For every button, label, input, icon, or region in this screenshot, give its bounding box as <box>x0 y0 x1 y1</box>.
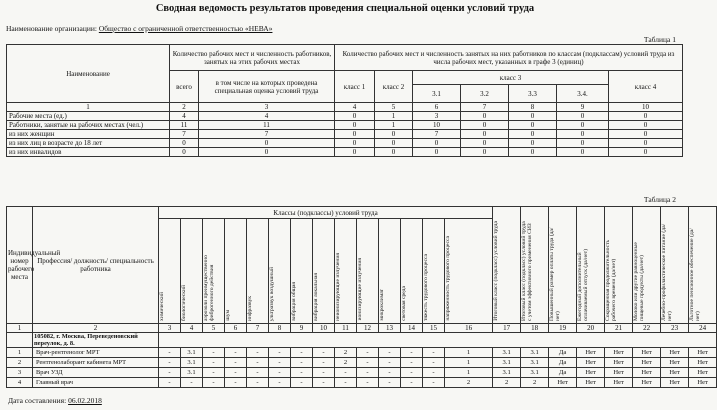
t2-address-row <box>7 333 717 348</box>
t2-cell: - <box>313 348 335 358</box>
t2-cell: Нет <box>661 378 689 388</box>
t2-cell: 3.1 <box>493 368 521 378</box>
t2-cell: 2 <box>445 378 493 388</box>
t1-cell: 0 <box>461 139 509 148</box>
t2-colnum: 11 <box>335 324 357 333</box>
t2-factor-intensity: напряженность трудового процесса <box>445 219 493 324</box>
t2-header-classes: Классы (подклассы) условий труда <box>159 207 493 219</box>
t2-cell: 2 <box>493 378 521 388</box>
t2-colnum: 13 <box>379 324 401 333</box>
t1-cell: 11 <box>170 121 199 130</box>
summary-table <box>6 44 683 157</box>
t2-colnum: 12 <box>357 324 379 333</box>
t1-cell: 0 <box>335 148 375 157</box>
t2-cell: 1 <box>445 358 493 368</box>
t1-cell: 0 <box>199 139 335 148</box>
t2-cell: - <box>247 378 269 388</box>
t1-header-class1: класс 1 <box>335 71 375 103</box>
t1-row <box>7 121 683 130</box>
t2-cell: Нет <box>661 358 689 368</box>
t2-cell: - <box>291 358 313 368</box>
t2-cell: Нет <box>577 358 605 368</box>
t2-cell: - <box>291 368 313 378</box>
t2-cell: - <box>379 358 401 368</box>
t2-cell: 2 <box>335 348 357 358</box>
t1-header-name: Наименование <box>7 45 170 103</box>
t1-cell: 0 <box>509 130 557 139</box>
t1-column-numbers <box>7 103 683 112</box>
t2-cell: - <box>379 378 401 388</box>
t2-factor-chemical: химический <box>159 219 181 324</box>
t2-cell: 3.1 <box>493 358 521 368</box>
table2-label: Таблица 2 <box>643 195 676 204</box>
t1-cell: 1 <box>375 121 413 130</box>
t1-row-label: Рабочие места (ед.) <box>7 112 170 121</box>
t1-row <box>7 148 683 157</box>
t2-colnum: 17 <box>493 324 521 333</box>
t2-cell: 3.1 <box>181 348 203 358</box>
t2-cell: 2 <box>521 378 549 388</box>
t2-colnum: 5 <box>203 324 225 333</box>
t2-cell: Нет <box>661 368 689 378</box>
t1-colnum: 8 <box>509 103 557 112</box>
t1-cell: 0 <box>375 148 413 157</box>
t2-cell: Да <box>549 368 577 378</box>
t2-cell: - <box>269 368 291 378</box>
t2-header-short-hours: Сокращенная продолжительность рабочего времени (да/нет) <box>605 207 633 324</box>
t2-factor-microclimate: микроклимат <box>379 219 401 324</box>
t1-cell: 0 <box>461 112 509 121</box>
t1-cell: 0 <box>413 139 461 148</box>
table1-label: Таблица 1 <box>643 35 676 44</box>
t2-colnum: 15 <box>423 324 445 333</box>
t2-header-final-class: Итоговый класс (подкласс) условий труда <box>493 207 521 324</box>
t1-row <box>7 139 683 148</box>
t2-cell: - <box>225 368 247 378</box>
t1-cell: 0 <box>557 139 609 148</box>
t1-cell: 0 <box>461 121 509 130</box>
t1-colnum: 9 <box>557 103 609 112</box>
t1-colnum: 10 <box>609 103 683 112</box>
t1-header-classes: Количество рабочих мест и численность занятых на них работников по классам (подклассам) условий труда из числа рабочих мест, указанных в графе 3 (единиц) <box>335 45 683 71</box>
t2-cell: Да <box>549 358 577 368</box>
t2-cell: 3.1 <box>493 348 521 358</box>
t2-cell: - <box>423 358 445 368</box>
t2-cell: - <box>247 348 269 358</box>
t2-cell: - <box>203 368 225 378</box>
t1-cell: 10 <box>413 121 461 130</box>
t1-cell: 0 <box>375 139 413 148</box>
t2-cell: - <box>291 348 313 358</box>
t1-colnum: 1 <box>7 103 170 112</box>
t2-row-profession: Рентгенолаборант кабинета МРТ <box>33 358 159 368</box>
t1-cell: 0 <box>335 130 375 139</box>
t2-cell: - <box>159 358 181 368</box>
t1-cell: 0 <box>413 148 461 157</box>
t2-cell: - <box>269 358 291 368</box>
t1-cell: 0 <box>557 112 609 121</box>
t1-cell: 7 <box>413 130 461 139</box>
t1-cell: 0 <box>461 130 509 139</box>
t2-cell: 3.1 <box>521 358 549 368</box>
t1-colnum: 6 <box>413 103 461 112</box>
t1-colnum: 2 <box>170 103 199 112</box>
t2-header-medical-food: Лечебно-профилактическое питание (да/нет) <box>661 207 689 324</box>
t2-cell: - <box>313 378 335 388</box>
t1-cell: 11 <box>199 121 335 130</box>
t2-factor-biological: биологический <box>181 219 203 324</box>
t2-cell: 1 <box>445 368 493 378</box>
t1-cell: 0 <box>509 148 557 157</box>
organization-label: Наименование организации: <box>6 24 97 33</box>
t2-cell: - <box>401 368 423 378</box>
t2-row-id: 4 <box>7 378 33 388</box>
t1-header-inclusive: в том числе на которых проведена специальная оценка условий труда <box>199 71 335 103</box>
t2-header-id: Индивидуальный номер рабочего места <box>7 207 33 324</box>
t2-cell: - <box>357 348 379 358</box>
t1-cell: 0 <box>509 139 557 148</box>
t1-colnum: 7 <box>461 103 509 112</box>
t1-cell: 0 <box>170 148 199 157</box>
t1-cell: 0 <box>557 121 609 130</box>
t2-cell: - <box>159 348 181 358</box>
t2-colnum: 2 <box>33 324 159 333</box>
t2-row <box>7 348 717 358</box>
t1-header-class31: 3.1 <box>413 85 461 103</box>
t1-cell: 0 <box>609 112 683 121</box>
t1-header-class33: 3.3 <box>509 85 557 103</box>
t2-colnum: 22 <box>633 324 661 333</box>
t1-cell: 0 <box>509 112 557 121</box>
t2-cell: Нет <box>577 378 605 388</box>
t2-cell: - <box>335 378 357 388</box>
t2-row-profession: Врач УЗД <box>33 368 159 378</box>
t1-header-class32: 3.2 <box>461 85 509 103</box>
t2-factor-light: световая среда <box>401 219 423 324</box>
t2-header-pension: Льготное пенсионное обеспечение (да/нет) <box>689 207 717 324</box>
t2-colnum: 1 <box>7 324 33 333</box>
t1-row-label: из них инвалидов <box>7 148 170 157</box>
t1-header-class2: класс 2 <box>375 71 413 103</box>
t2-cell: - <box>225 378 247 388</box>
t1-colnum: 4 <box>335 103 375 112</box>
t1-cell: 0 <box>609 130 683 139</box>
t2-cell: 3.1 <box>521 348 549 358</box>
t2-cell: - <box>423 378 445 388</box>
t1-header-class4: класс 4 <box>609 71 683 103</box>
t2-row <box>7 378 717 388</box>
t1-header-count: Количество рабочих мест и численность работников, занятых на этих рабочих местах <box>170 45 335 71</box>
t2-colnum: 20 <box>577 324 605 333</box>
t2-colnum: 10 <box>313 324 335 333</box>
t2-cell: - <box>269 378 291 388</box>
t2-cell: - <box>401 358 423 368</box>
t2-cell: - <box>225 348 247 358</box>
t2-address: 105082, г. Москва, Переведеновский переулок, д. 8. <box>33 333 159 348</box>
t1-header-total: всего <box>170 71 199 103</box>
t2-cell: 3.1 <box>181 358 203 368</box>
t2-colnum: 3 <box>159 324 181 333</box>
t2-factor-infrasound: инфразвук <box>247 219 269 324</box>
t1-cell: 1 <box>375 112 413 121</box>
t2-factor-vibration-local: вибрация локальная <box>313 219 335 324</box>
t1-cell: 0 <box>375 130 413 139</box>
t2-cell: - <box>203 378 225 388</box>
t2-cell: 3.1 <box>521 368 549 378</box>
t2-cell: Нет <box>605 368 633 378</box>
t2-cell: 3.1 <box>181 368 203 378</box>
t1-cell: 3 <box>413 112 461 121</box>
t1-cell: 0 <box>170 139 199 148</box>
t1-header-class3: класс 3 <box>413 71 609 85</box>
workplace-table <box>6 206 717 388</box>
t1-row-label: из них лиц в возрасте до 18 лет <box>7 139 170 148</box>
t2-colnum: 18 <box>521 324 549 333</box>
t2-factor-noise: шум <box>225 219 247 324</box>
t2-cell: Нет <box>633 368 661 378</box>
t2-header-final-class-ppe: Итоговый класс (подкласс) условий труда с учетом эффективного применения СИЗ <box>521 207 549 324</box>
t2-row-id: 1 <box>7 348 33 358</box>
t1-cell: 0 <box>509 121 557 130</box>
t2-header-extra-leave: Ежегодный дополнительный оплачиваемый отпуск (да/нет) <box>577 207 605 324</box>
organization-line <box>6 24 272 33</box>
t2-cell: - <box>335 368 357 378</box>
t1-cell: 4 <box>199 112 335 121</box>
t2-cell: 2 <box>335 358 357 368</box>
t2-cell: - <box>423 368 445 378</box>
t2-row-profession: Главный врач <box>33 378 159 388</box>
t2-cell: - <box>247 368 269 378</box>
compiled-date: 06.02.2018 <box>68 396 102 405</box>
t2-cell: - <box>357 378 379 388</box>
t2-cell: Нет <box>577 368 605 378</box>
t2-cell: - <box>313 358 335 368</box>
t2-cell: - <box>203 348 225 358</box>
t2-cell: Нет <box>633 378 661 388</box>
t1-cell: 0 <box>335 121 375 130</box>
t2-cell: Нет <box>549 378 577 388</box>
t2-row-profession: Врач-рентгенолог МРТ <box>33 348 159 358</box>
t2-cell: - <box>401 348 423 358</box>
t2-cell: - <box>159 378 181 388</box>
t2-row-id: 3 <box>7 368 33 378</box>
t2-cell: - <box>313 368 335 378</box>
t2-row <box>7 358 717 368</box>
t2-cell: Нет <box>689 348 717 358</box>
t1-colnum: 5 <box>375 103 413 112</box>
t2-cell: - <box>181 378 203 388</box>
document-title: Сводная ведомость результатов проведения специальной оценки условий труда <box>155 3 535 14</box>
t2-cell: Нет <box>577 348 605 358</box>
t2-header-milk: Молоко или другие равноценные пищевые продукты (да/нет) <box>633 207 661 324</box>
t2-cell: Да <box>549 348 577 358</box>
organization-name: Общество с ограниченной ответственностью «НЕВА» <box>98 24 273 33</box>
t1-cell: 0 <box>335 112 375 121</box>
t2-cell: Нет <box>633 348 661 358</box>
t2-cell: - <box>379 348 401 358</box>
t1-cell: 7 <box>199 130 335 139</box>
t2-colnum: 21 <box>605 324 633 333</box>
t2-cell: Нет <box>661 348 689 358</box>
t2-colnum: 14 <box>401 324 423 333</box>
t2-colnum: 8 <box>269 324 291 333</box>
t2-cell: - <box>357 358 379 368</box>
t2-factor-severity: тяжесть трудового процесса <box>423 219 445 324</box>
compiled-label: Дата составления: <box>8 396 67 405</box>
compiled-date-line <box>8 396 102 405</box>
t2-colnum: 4 <box>181 324 203 333</box>
t2-colnum: 16 <box>445 324 493 333</box>
t1-cell: 0 <box>335 139 375 148</box>
t2-colnum: 9 <box>291 324 313 333</box>
t2-cell: Нет <box>689 358 717 368</box>
t2-cell: Нет <box>633 358 661 368</box>
t2-cell: - <box>379 368 401 378</box>
t2-header-profession: Профессия/ должность/ специальность работника <box>33 207 159 324</box>
t2-cell: - <box>269 348 291 358</box>
t1-cell: 0 <box>609 121 683 130</box>
t1-row <box>7 130 683 139</box>
t2-factor-nonionizing: неионизирующие излучения <box>335 219 357 324</box>
t2-cell: Нет <box>605 348 633 358</box>
t2-factor-vibration-general: вибрация общая <box>291 219 313 324</box>
t1-row-label: Работники, занятые на рабочих местах (чел.) <box>7 121 170 130</box>
t2-colnum: 7 <box>247 324 269 333</box>
t1-row <box>7 112 683 121</box>
t1-cell: 0 <box>199 148 335 157</box>
t1-cell: 7 <box>170 130 199 139</box>
t2-colnum: 23 <box>661 324 689 333</box>
t1-header-class34: 3.4. <box>557 85 609 103</box>
t2-colnum: 19 <box>549 324 577 333</box>
t2-factor-ultrasound: ультразвук воздушный <box>269 219 291 324</box>
t2-cell: - <box>225 358 247 368</box>
t2-row <box>7 368 717 378</box>
t2-cell: 1 <box>445 348 493 358</box>
t1-row-label: из них женщин <box>7 130 170 139</box>
t2-factor-aerosols: аэрозоли преимущественно фиброгенного действия <box>203 219 225 324</box>
t2-row-id: 2 <box>7 358 33 368</box>
t1-colnum: 3 <box>199 103 335 112</box>
t2-cell: Нет <box>689 378 717 388</box>
t1-cell: 0 <box>557 148 609 157</box>
t2-column-numbers <box>7 324 717 333</box>
t2-header-higher-pay: Повышенный размер оплаты труда (да/нет) <box>549 207 577 324</box>
t2-cell: - <box>247 358 269 368</box>
t2-cell: - <box>357 368 379 378</box>
t2-cell: Нет <box>605 378 633 388</box>
t1-cell: 0 <box>461 148 509 157</box>
t2-cell: - <box>159 368 181 378</box>
t1-cell: 4 <box>170 112 199 121</box>
t2-colnum: 6 <box>225 324 247 333</box>
t2-cell: - <box>291 378 313 388</box>
t2-cell: - <box>203 358 225 368</box>
t1-cell: 0 <box>609 139 683 148</box>
t1-cell: 0 <box>557 130 609 139</box>
t2-cell: Нет <box>605 358 633 368</box>
t2-cell: Нет <box>689 368 717 378</box>
t2-cell: - <box>423 348 445 358</box>
t2-factor-ionizing: ионизирующие излучения <box>357 219 379 324</box>
t1-cell: 0 <box>609 148 683 157</box>
t2-colnum: 24 <box>689 324 717 333</box>
t2-cell: - <box>401 378 423 388</box>
